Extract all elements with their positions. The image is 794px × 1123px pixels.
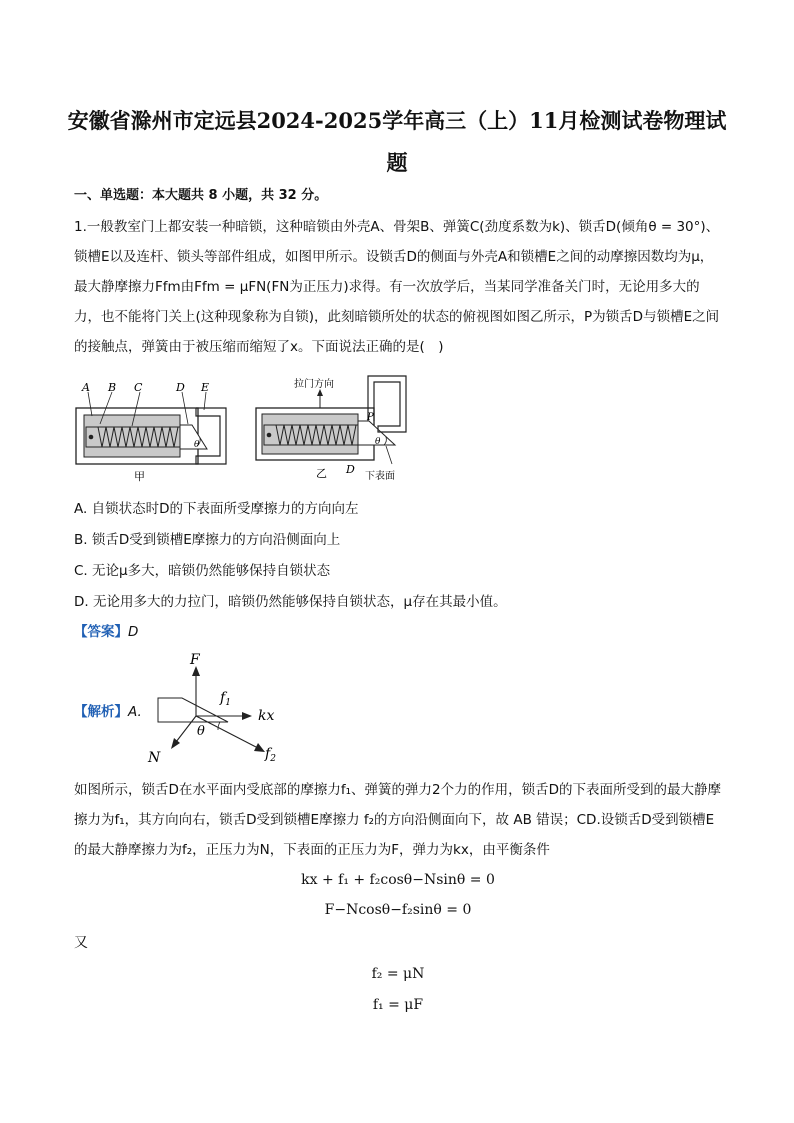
analysis-line — [74, 700, 142, 720]
force-diagram — [140, 650, 290, 768]
label-theta-jia: θ — [194, 440, 200, 450]
answer-value: D — [128, 624, 139, 640]
label-D-yi: D — [346, 463, 355, 476]
force-label-f2: $f_2$ — [265, 746, 276, 764]
question-1-text: 1.一般教室门上都安装一种暗锁，这种暗锁由外壳A、骨架B、弹簧C(劲度系数为k)、锁舌D(倾角θ = 30°)、锁槽E以及连杆、锁头等部件组成，如图甲所示。设锁舌D的侧面与外壳A和锁槽E之间的动摩擦因数均为μ，最大静摩擦力Ffm由Ffm = μFN(FN为正压力)求得。有一次放学后，当某同学准备关门时，无论用多大的力，也不能将门关上(这种现象称为自锁)，此刻暗锁所处的状态的俯视图如图乙所示，P为锁舌D与锁槽E之间的接触点，弹簧由于被压缩而缩短了x。下面说法正确的是( ) — [74, 219, 720, 355]
answer-line — [74, 620, 138, 640]
force-label-f1: $f_1$ — [220, 690, 231, 708]
label-P: P — [367, 412, 374, 423]
label-E: E — [201, 381, 210, 394]
label-bottom-surface: 下表面 — [365, 471, 395, 482]
title-line-2: 题 — [386, 150, 408, 175]
option-b: B. 锁舌D受到锁槽E摩擦力的方向沿侧面向上 — [74, 532, 341, 548]
figure-jia — [70, 376, 235, 486]
force-label-N: N — [148, 750, 161, 766]
analysis-prefix: A. — [128, 704, 142, 720]
figure-yi — [250, 374, 410, 486]
option-d: D. 无论用多大的力拉门，暗锁仍然能够保持自锁状态，μ存在其最小值。 — [74, 594, 507, 610]
force-label-kx: kx — [258, 708, 275, 724]
solution-text: 如图所示，锁舌D在水平面内受底部的摩擦力f₁、弹簧的弹力2个力的作用，锁舌D的下表面所受到的最大静摩擦力为f₁，其方向向右，锁舌D受到锁槽E摩擦力 f₂的方向沿侧面向下，故 AB 错误；CD.设锁舌D受到锁槽E的最大静摩擦力为f₂，正压力为N，下表面的正压力为F，弹力为kx，由平衡条件 — [74, 782, 722, 858]
label-pull-direction: 拉门方向 — [294, 379, 334, 390]
equation-3: f₂ = μN — [371, 966, 425, 982]
caption-jia: 甲 — [134, 470, 145, 483]
section-heading: 一、单选题：本大题共 8 小题，共 32 分。 — [74, 188, 328, 203]
equation-2: F−Ncosθ−f₂sinθ = 0 — [324, 902, 472, 918]
option-c: C. 无论μ多大，暗锁仍然能够保持自锁状态 — [74, 563, 331, 579]
answer-label: 【答案】 — [74, 624, 128, 640]
label-B: B — [108, 381, 117, 394]
caption-yi: 乙 — [316, 467, 327, 480]
label-C: C — [134, 381, 143, 394]
title-line-1: 安徽省滁州市定远县2024-2025学年高三（上）11月检测试卷物理试 — [67, 108, 727, 133]
label-theta-yi: θ — [375, 437, 381, 447]
equation-4: f₁ = μF — [372, 997, 424, 1013]
label-A: A — [82, 381, 90, 394]
equation-1: kx + f₁ + f₂cosθ−Nsinθ = 0 — [301, 872, 495, 888]
force-label-theta: θ — [197, 724, 205, 739]
paper-title — [60, 100, 734, 184]
analysis-label: 【解析】 — [74, 704, 128, 720]
option-a: A. 自锁状态时D的下表面所受摩擦力的方向向左 — [74, 501, 359, 517]
force-label-F: F — [190, 652, 200, 668]
label-D: D — [176, 381, 185, 394]
you-text: 又 — [74, 935, 88, 951]
